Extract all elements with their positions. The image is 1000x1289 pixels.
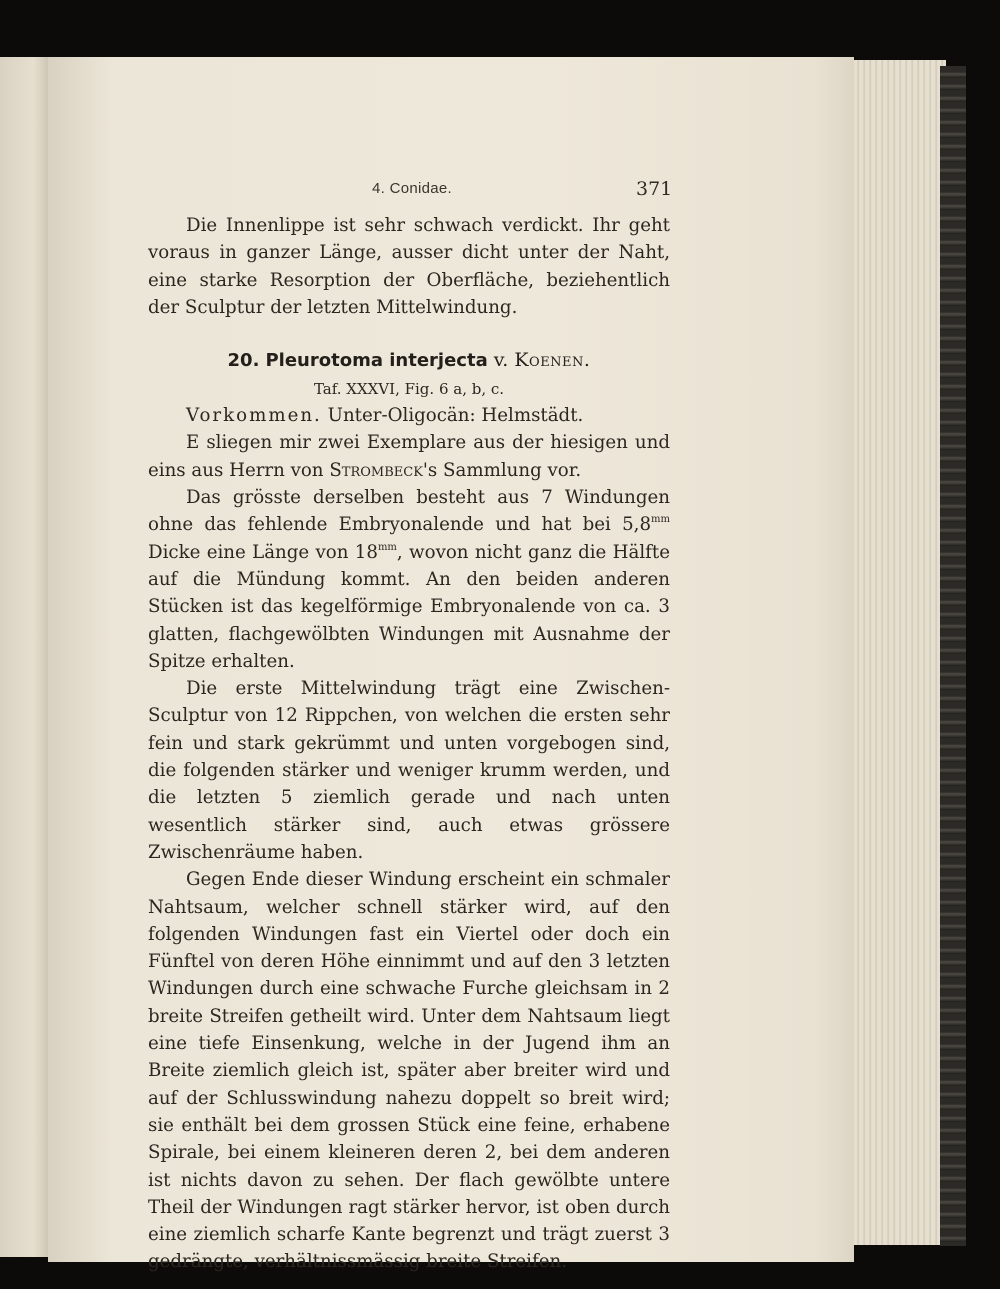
paragraph bbox=[148, 484, 670, 675]
page-number: 371 bbox=[636, 178, 673, 200]
facing-page-edge bbox=[0, 57, 51, 1257]
unit-superscript: mm bbox=[651, 514, 670, 526]
unit-superscript: mm bbox=[377, 541, 397, 553]
species-heading bbox=[148, 345, 670, 376]
book-cover bbox=[940, 66, 966, 1246]
running-head bbox=[0, 178, 1000, 208]
paragraph: Die erste Mittelwindung trägt eine Zwischen-Sculptur von 12 Rippchen, von welchen die ersten sehr fein und stark gekrümmt und unten vorgebogen sind, die folgenden stärker und weniger krumm werden, und die letzten 5 ziemlich gerade und nach unten wesentlich stärker sind, auch etwas grössere Zwischenräume haben. bbox=[148, 678, 670, 863]
text-span: E sliegen mir zwei Exemplare aus der hiesigen und eins aus Herrn von bbox=[148, 432, 670, 481]
section-title: 4. Conidae. bbox=[372, 180, 453, 197]
collector-name: Strombeck bbox=[329, 459, 423, 481]
paragraph: Die Innenlippe ist sehr schwach verdickt. Ihr geht voraus in ganzer Länge, ausser dicht unter der Naht, eine starke Resorption der Oberfläche, beziehentlich der Sculptur der letzten Mittelwindung. bbox=[148, 215, 670, 318]
body-text bbox=[148, 212, 670, 1276]
text-span: Dicke eine Länge von 18 bbox=[148, 541, 378, 563]
page-block-edge bbox=[854, 60, 946, 1245]
paragraph: Gegen Ende dieser Windung erscheint ein schmaler Nahtsaum, welcher schnell stärker wird, auf den folgenden Windungen fast ein Viertel oder doch ein Fünftel von deren Höhe einnimmt und auf den 3 letzten Windungen durch eine schwache Furche gleichsam in 2 breite Streifen getheilt wird. Unter dem Nahtsaum liegt eine tiefe Einsenkung, welche in der Jugend ihm an Breite ziemlich gleich ist, später aber breiter wird und auf der Schlusswindung nahezu doppelt so breit wird; sie enthält bei dem grossen Stück eine feine, erhabene Spirale, bei einem kleineren deren 2, bei dem anderen ist nichts davon zu sehen. Der flach gewölbte untere Theil der Windungen ragt stärker hervor, ist oben durch eine ziemlich scharfe Kante begrenzt und trägt zuerst 3 gedrängte, verhältnissmässig breite Streifen. bbox=[148, 869, 670, 1273]
text-span: Das grösste derselben besteht aus 7 Windungen ohne das fehlende Embryonalende und hat bei 5,8 bbox=[148, 487, 670, 536]
species-author: Koenen. bbox=[514, 349, 591, 372]
occurrence-line bbox=[148, 402, 670, 429]
author-prefix: v. bbox=[493, 349, 509, 372]
text-span: 's Sammlung vor. bbox=[422, 459, 582, 481]
occurrence-label: Vorkommen. bbox=[186, 405, 322, 427]
plate-reference: Taf. XXXVI, Fig. 6 a, b, c. bbox=[313, 380, 505, 399]
species-number: 20. bbox=[227, 350, 260, 372]
text-span: , wovon nicht ganz die Hälfte auf die Mündung kommt. An den beiden anderen Stücken ist das kegelförmige Embryonalende von ca. 3 glatten, flachgewölbten Windungen mit Ausnahme der Spitze erhalten. bbox=[148, 541, 670, 672]
species-name: Pleurotoma interjecta bbox=[265, 350, 488, 372]
paragraph bbox=[148, 429, 670, 484]
occurrence-value: Unter-Oligocän: Helmstädt. bbox=[327, 405, 584, 427]
